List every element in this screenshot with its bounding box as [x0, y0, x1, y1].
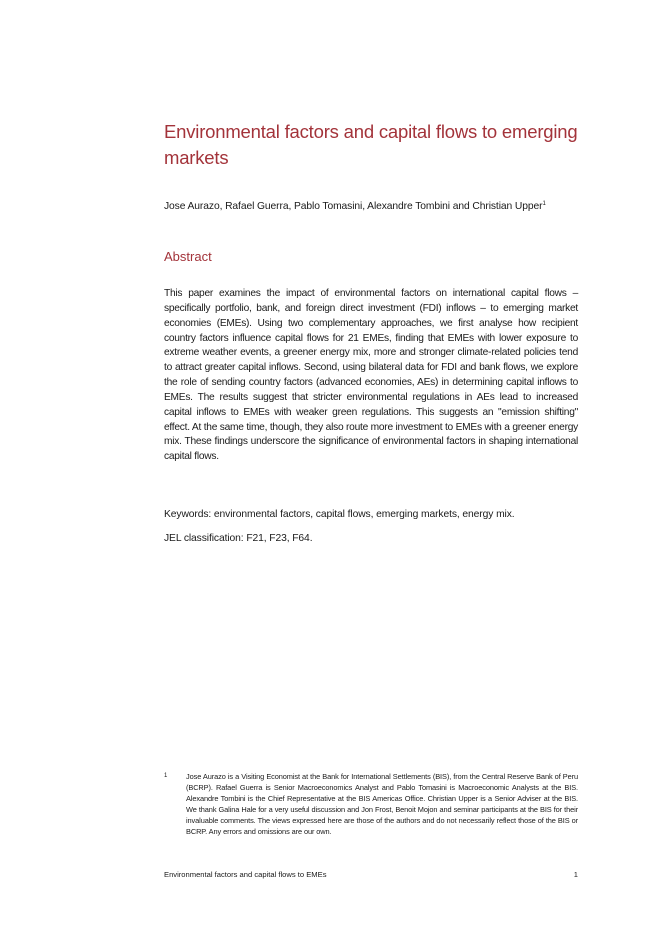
footnote-text: Jose Aurazo is a Visiting Economist at the Bank for International Settlements (BIS), from the Central Reserve Bank of Peru (BCRP). Rafael Guerra is Senior Macroeconomics Analyst and Pablo Tomasini is Macroeconomic Analysts at the BIS. Alexandre Tombini is the Chief Representative at the BIS Americas Office. Christian Upper is a Senior Adviser at the BIS. We thank Galina Hale for a very useful discussion and Jon Frost, Benoit Mojon and seminar participants at the BIS for their invaluable comments. The views expressed here are those of the authors and do not necessarily reflect those of the BIS or BCRP. Any errors and omissions are our own.: [186, 772, 578, 837]
abstract-heading: Abstract: [164, 249, 212, 264]
authors-text: Jose Aurazo, Rafael Guerra, Pablo Tomasini, Alexandre Tombini and Christian Upper: [164, 201, 543, 212]
page-number: 1: [573, 870, 578, 879]
footnote-mark: 1: [542, 201, 546, 207]
footnote-number: 1: [164, 773, 168, 779]
jel-classification: JEL classification: F21, F23, F64.: [164, 533, 313, 544]
running-title: Environmental factors and capital flows to EMEs: [164, 870, 327, 879]
footnote: [164, 771, 578, 838]
page-footer: [164, 870, 578, 879]
paper-title: Environmental factors and capital flows to emerging markets: [164, 121, 578, 168]
keywords: Keywords: environmental factors, capital flows, emerging markets, energy mix.: [164, 509, 515, 520]
abstract-body: This paper examines the impact of environmental factors on international capital flows – specifically portfolio, bank, and foreign direct investment (FDI) inflows – to emerging market economies (EMEs). Using two complementary approaches, we first analyse how recipient country factors influence capital flows for 21 EMEs, finding that EMEs with lower exposure to extreme weather events, a greener energy mix, more and stronger climate-related policies tend to attract greater capital inflows. Second, using bilateral data for FDI and bank flows, we explore the role of sending country factors (advanced economies, AEs) in determining capital inflows to EMEs. The results suggest that stricter environmental regulations in AEs lead to increased capital inflows to EMEs with weaker green regulations. This suggests an "emission shifting" effect. At the same time, though, they also route more investment to EMEs with a greener energy mix. These findings underscore the significance of environmental factors in shaping international capital flows.: [164, 288, 578, 463]
author-list: [164, 199, 578, 215]
